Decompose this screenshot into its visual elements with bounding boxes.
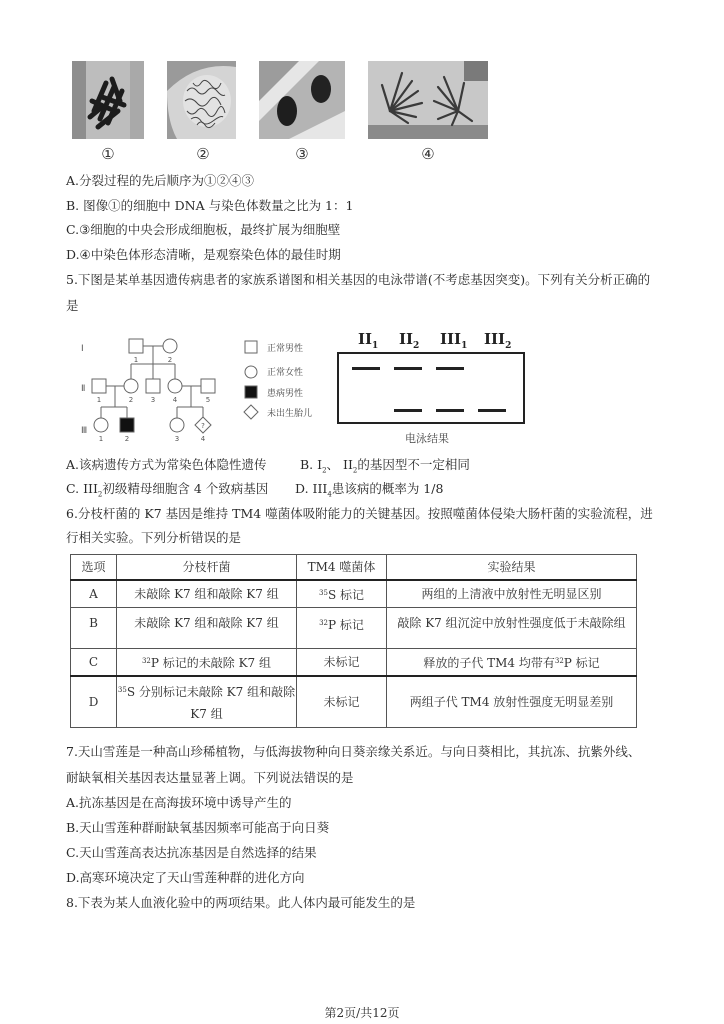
pedigree-num-I1: 1 [133, 356, 139, 364]
q7-option-d: D.高寒环境决定了天山雪莲种群的进化方向 [66, 870, 305, 885]
q5-option-b: B. $I_2$、 $II_2$的基因型不一定相同 [300, 457, 470, 475]
gel-box [337, 352, 525, 424]
table-row [71, 580, 637, 608]
q7-option-b: B.天山雪莲种群耐缺氧基因频率可能高于向日葵 [66, 820, 330, 835]
lane-label-III1: $III_1$ [440, 330, 468, 351]
cell-result: 两组的上清液中放射性无明显区别 [387, 580, 637, 608]
generation-label-2: Ⅱ [81, 384, 86, 394]
page-number: 第2页/共12页 [324, 1006, 400, 1020]
q6-stem-line1: 6.分枝杆菌的 K7 基因是维持 TM4 噬菌体吸附能力的关键基因。按照噬菌体侵染大肠杆菌的实验流程，进 [66, 506, 653, 521]
pedigree-num-II5: 5 [205, 396, 211, 404]
cell-result: 释放的子代 TM4 均带有$^{32}$P 标记 [387, 649, 637, 677]
legend-label-normal-female: 正常女性 [267, 368, 304, 378]
pedigree-III1-female [94, 418, 108, 432]
q7-stem-line1: 7.天山雪莲是一种高山珍稀植物，与低海拔物种向日葵亲缘关系近。与向日葵相比，其抗冻、抗紫外线、 [66, 744, 641, 759]
header-bacteria: 分枝杆菌 [117, 555, 297, 581]
cell-bacteria: $^{32}$P 标记的未敲除 K7 组 [117, 649, 297, 677]
pedigree-II2-female [124, 379, 138, 393]
legend-label-normal-male: 正常男性 [267, 344, 304, 354]
band-III1-upper [436, 367, 464, 370]
cell-option: D [71, 676, 117, 728]
q5-option-c: C. $III_2$初级精母细胞含 4 个致病基因 [66, 481, 269, 499]
pedigree-II5-male [201, 379, 215, 393]
q4-option-c: C.③细胞的中央会形成细胞板，最终扩展为细胞壁 [66, 222, 341, 237]
cell-bacteria: 未敲除 K7 组和敲除 K7 组 [117, 608, 297, 649]
pedigree-I1-male [129, 339, 143, 353]
electrophoresis-caption: 电泳结果 [405, 432, 449, 445]
micrograph-label-3: ③ [295, 145, 309, 163]
q6-stem-line2: 行相关实验。下列分析错误的是 [66, 530, 242, 545]
band-II2-lower [394, 409, 422, 412]
band-III2-lower [478, 409, 506, 412]
pedigree-num-I2: 2 [167, 356, 173, 364]
cell-option: C [71, 649, 117, 677]
band-II2-upper [394, 367, 422, 370]
lane-label-II2: $II_2$ [399, 330, 420, 351]
q7-option-c: C.天山雪莲高表达抗冻基因是自然选择的结果 [66, 845, 317, 860]
q5-stem-line2: 是 [66, 298, 79, 313]
pedigree-num-II3: 3 [150, 396, 156, 404]
cell-option: B [71, 608, 117, 649]
q5-option-d: D. $III_4$患该病的概率为 1/8 [295, 481, 444, 499]
legend-square-filled-icon [245, 386, 257, 398]
q5-option-a: A.该病遗传方式为常染色体隐性遗传 [66, 457, 267, 472]
cell-result: 两组子代 TM4 放射性强度无明显差别 [387, 676, 637, 728]
micrograph-label-4: ④ [421, 145, 435, 163]
q4-option-a: A.分裂过程的先后顺序为①②④③ [66, 173, 255, 188]
pedigree-II3-male [146, 379, 160, 393]
micrograph-1 [72, 61, 144, 139]
generation-label-1: Ⅰ [81, 344, 84, 354]
cell-result: 敲除 K7 组沉淀中放射性强度低于未敲除组 [387, 608, 637, 649]
micrograph-label-2: ② [196, 145, 210, 163]
legend-diamond-icon [244, 405, 258, 419]
legend-circle-open-icon [245, 366, 257, 378]
legend-label-unborn: 未出生胎儿 [267, 409, 313, 419]
micrograph-4 [368, 61, 488, 139]
cell-option: A [71, 580, 117, 608]
q6-table [70, 554, 637, 728]
cell-bacteria: 未敲除 K7 组和敲除 K7 组 [117, 580, 297, 608]
pedigree-II4-female [168, 379, 182, 393]
generation-label-3: Ⅲ [81, 426, 88, 436]
pedigree-num-II4: 4 [172, 396, 178, 404]
pedigree-I2-female [163, 339, 177, 353]
band-III1-lower [436, 409, 464, 412]
pedigree-num-II2: 2 [128, 396, 134, 404]
cell-phage: 未标记 [297, 676, 387, 728]
pedigree-II1-male [92, 379, 106, 393]
pedigree-num-III2: 2 [124, 435, 130, 443]
micrograph-3 [259, 61, 345, 139]
telophase-nuclei-image [259, 61, 345, 139]
pedigree-num-II1: 1 [96, 396, 102, 404]
table-row [71, 676, 637, 728]
pedigree-chart [75, 325, 325, 447]
table-row [71, 608, 637, 649]
q8-stem: 8.下表为某人血液化验中的两项结果。此人体内最可能发生的是 [66, 895, 416, 910]
pedigree-III3-female [170, 418, 184, 432]
fetus-question-mark: ? [201, 422, 205, 430]
micrograph-2 [167, 61, 236, 139]
header-result: 实验结果 [387, 555, 637, 581]
cell-bacteria: $^{35}$S 分别标记未敲除 K7 组和敲除 K7 组 [117, 676, 297, 728]
q5-stem-line1: 5.下图是某单基因遗传病患者的家族系谱图和相关基因的电泳带谱(不考虑基因突变)。下列有关分析正确的 [66, 272, 651, 287]
pedigree-num-III1: 1 [98, 435, 104, 443]
header-option: 选项 [71, 555, 117, 581]
cell-phage: $^{35}$S 标记 [297, 580, 387, 608]
cell-phage: $^{32}$P 标记 [297, 608, 387, 649]
header-phage: TM4 噬菌体 [297, 555, 387, 581]
table-row [71, 649, 637, 677]
metaphase-chromosomes-image [72, 61, 144, 139]
prophase-chromatin-image [167, 61, 236, 139]
legend-label-affected-male: 患病男性 [267, 389, 304, 399]
q4-option-d: D.④中染色体形态清晰，是观察染色体的最佳时期 [66, 247, 341, 262]
legend-square-open-icon [245, 341, 257, 353]
pedigree-num-III4: 4 [200, 435, 206, 443]
pedigree-num-III3: 3 [174, 435, 180, 443]
lane-label-III2: $III_2$ [484, 330, 512, 351]
lane-label-II1: $II_1$ [358, 330, 379, 351]
micrograph-label-1: ① [101, 145, 115, 163]
anaphase-chromosomes-image [368, 61, 488, 139]
cell-phage: 未标记 [297, 649, 387, 677]
q4-option-b: B. 图像①的细胞中 DNA 与染色体数量之比为 1：1 [66, 198, 354, 213]
pedigree-III2-affected-male [120, 418, 134, 432]
q7-option-a: A.抗冻基因是在高海拔环境中诱导产生的 [66, 795, 292, 810]
q7-stem-line2: 耐缺氧相关基因表达量显著上调。下列说法错误的是 [66, 770, 354, 785]
band-II1-upper [352, 367, 380, 370]
table-header-row [71, 555, 637, 581]
